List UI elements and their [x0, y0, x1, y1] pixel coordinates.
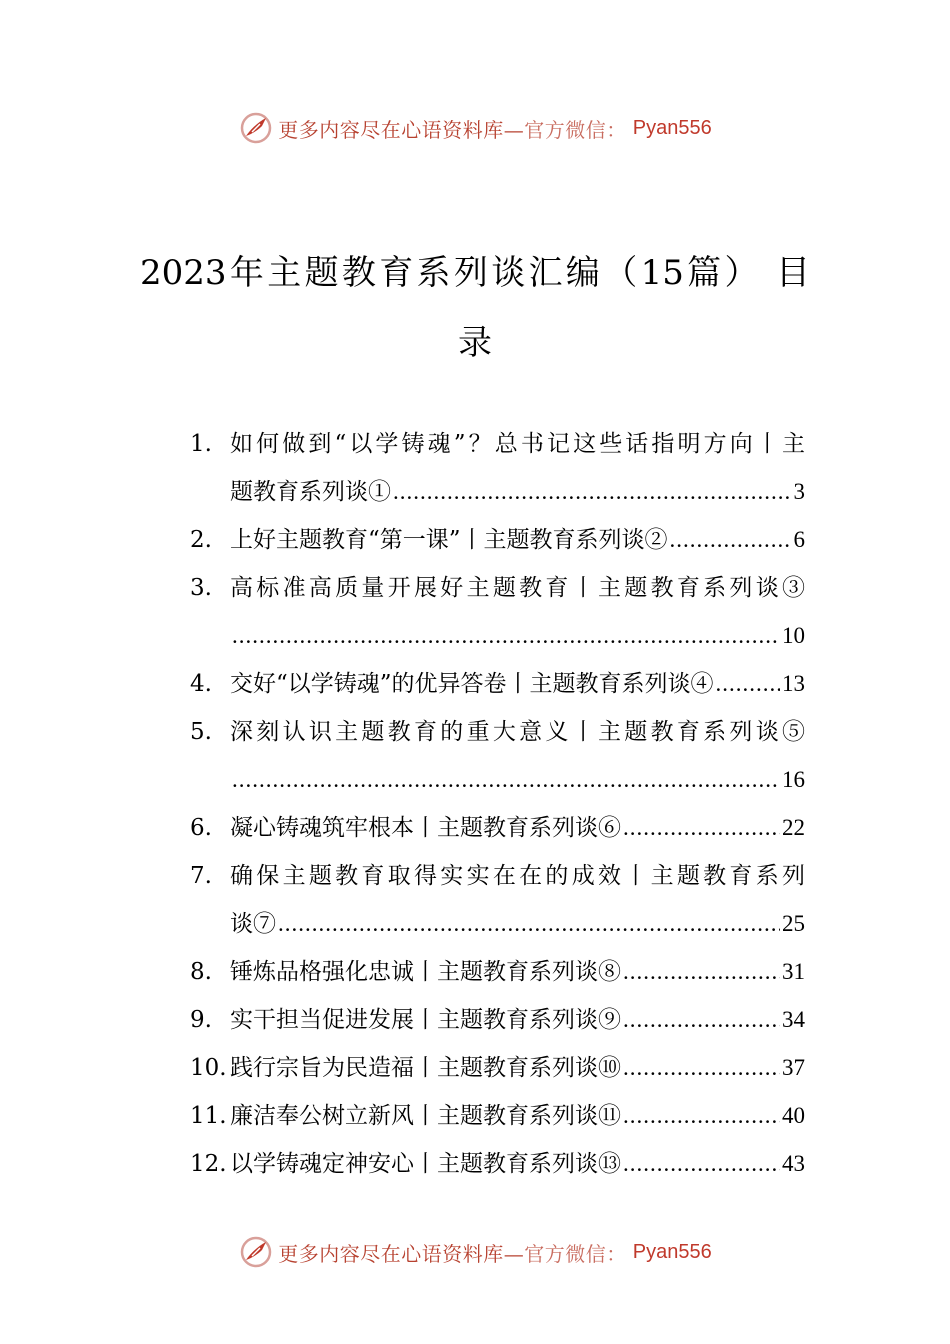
toc-leader — [232, 756, 780, 804]
toc-leader — [278, 900, 780, 948]
footer-watermark — [0, 1230, 950, 1274]
toc-number: 4. — [190, 671, 212, 697]
toc-title: 上好主题教育“第一课”丨主题教育系列谈② — [230, 527, 668, 553]
toc-title: 践行宗旨为民造福丨主题教育系列谈⑩ — [230, 1055, 621, 1081]
table-of-contents — [190, 420, 805, 1188]
toc-leader — [623, 1092, 780, 1140]
toc-number: 3. — [190, 575, 212, 601]
toc-number: 2. — [190, 527, 212, 553]
toc-page: 10 — [782, 623, 805, 648]
toc-title-cont: 谈⑦ — [230, 911, 276, 937]
toc-page: 13 — [782, 671, 805, 696]
pen-logo-icon — [238, 1234, 274, 1270]
watermark-brand: 更多内容尽在心语资料库 — [278, 1241, 504, 1266]
toc-number: 5. — [190, 719, 212, 745]
toc-page: 25 — [782, 911, 805, 936]
toc-entry-3-cont[interactable] — [190, 612, 805, 660]
toc-page: 37 — [782, 1055, 805, 1080]
watermark-text — [278, 1238, 627, 1267]
toc-entry-12[interactable] — [190, 1140, 805, 1188]
toc-entry-1-cont[interactable] — [190, 468, 805, 516]
toc-leader — [623, 804, 780, 852]
toc-number: 8. — [190, 959, 212, 985]
toc-leader — [623, 948, 780, 996]
toc-leader — [716, 660, 780, 708]
toc-page: 16 — [782, 767, 805, 792]
toc-title: 以学铸魂定神安心丨主题教育系列谈⑬ — [230, 1151, 621, 1177]
toc-entry-1[interactable] — [190, 420, 805, 468]
toc-title: 廉洁奉公树立新风丨主题教育系列谈⑪ — [230, 1103, 621, 1129]
watermark-separator: — — [503, 117, 525, 142]
toc-title: 实干担当促进发展丨主题教育系列谈⑨ — [230, 1007, 621, 1033]
toc-leader — [232, 612, 780, 660]
toc-title: 确保主题教育取得实实在在的成效丨主题教育系列 — [230, 863, 805, 889]
toc-title-cont: 题教育系列谈① — [230, 479, 391, 505]
toc-entry-5-cont[interactable] — [190, 756, 805, 804]
pen-logo-icon — [238, 110, 274, 146]
toc-leader — [623, 1044, 780, 1092]
watermark-wechat-id: Pyan556 — [632, 1240, 712, 1263]
toc-number: 11. — [190, 1103, 227, 1129]
toc-leader — [623, 996, 780, 1044]
toc-title: 凝心铸魂筑牢根本丨主题教育系列谈⑥ — [230, 815, 621, 841]
toc-leader — [393, 468, 792, 516]
toc-entry-3[interactable] — [190, 564, 805, 612]
toc-number: 1. — [190, 431, 212, 457]
toc-entry-7-cont[interactable] — [190, 900, 805, 948]
toc-page: 22 — [782, 815, 805, 840]
toc-entry-5[interactable] — [190, 708, 805, 756]
toc-number: 7. — [190, 863, 212, 889]
page-title — [140, 238, 810, 378]
toc-entry-4[interactable] — [190, 660, 805, 708]
toc-entry-10[interactable] — [190, 1044, 805, 1092]
title-line-2: 录 — [458, 323, 492, 363]
header-watermark — [0, 106, 950, 150]
toc-leader — [623, 1140, 780, 1188]
toc-page: 43 — [782, 1151, 805, 1176]
toc-title: 交好“以学铸魂”的优异答卷丨主题教育系列谈④ — [230, 671, 714, 697]
toc-page: 3 — [793, 479, 805, 504]
toc-page: 31 — [782, 959, 805, 984]
watermark-wechat-label: 官方微信： — [524, 1241, 627, 1266]
toc-entry-6[interactable] — [190, 804, 805, 852]
watermark-wechat-label: 官方微信： — [524, 117, 627, 142]
toc-number: 10. — [190, 1055, 227, 1081]
toc-title: 高标准高质量开展好主题教育丨主题教育系列谈③ — [230, 575, 805, 601]
toc-number: 9. — [190, 1007, 212, 1033]
toc-entry-11[interactable] — [190, 1092, 805, 1140]
toc-page: 40 — [782, 1103, 805, 1128]
toc-entry-9[interactable] — [190, 996, 805, 1044]
toc-page: 34 — [782, 1007, 805, 1032]
toc-page: 6 — [793, 527, 805, 552]
toc-title: 锤炼品格强化忠诚丨主题教育系列谈⑧ — [230, 959, 621, 985]
watermark-text — [278, 114, 627, 143]
watermark-wechat-id: Pyan556 — [632, 116, 712, 139]
toc-title: 如何做到“以学铸魂”？总书记这些话指明方向丨主 — [230, 431, 805, 457]
watermark-separator: — — [503, 1241, 525, 1266]
toc-entry-7[interactable] — [190, 852, 805, 900]
toc-number: 12. — [190, 1151, 227, 1177]
watermark-brand: 更多内容尽在心语资料库 — [278, 117, 504, 142]
toc-number: 6. — [190, 815, 212, 841]
toc-entry-2[interactable] — [190, 516, 805, 564]
toc-title: 深刻认识主题教育的重大意义丨主题教育系列谈⑤ — [230, 719, 805, 745]
toc-entry-8[interactable] — [190, 948, 805, 996]
title-line-1: 2023年主题教育系列谈汇编（15篇） 目 — [140, 253, 810, 293]
toc-leader — [670, 516, 792, 564]
